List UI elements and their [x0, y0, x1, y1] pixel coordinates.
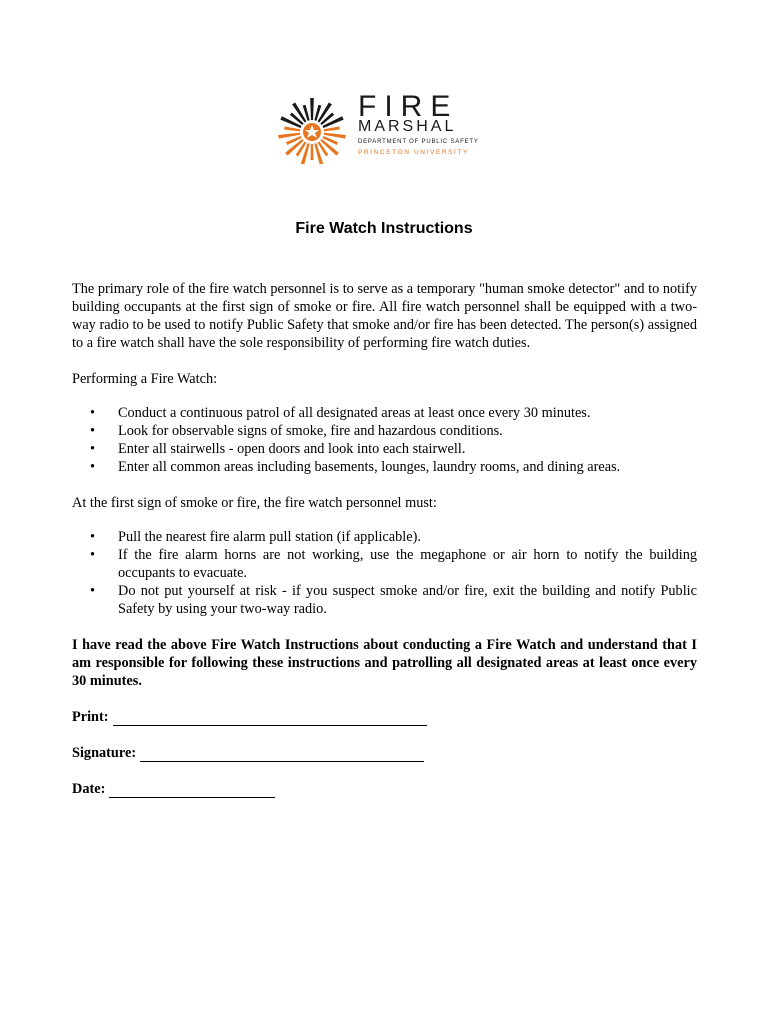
signature-field	[72, 744, 697, 762]
list-item: • If the fire alarm horns are not working, use the megaphone or air horn to notify the building occupants to evacuate.	[90, 547, 697, 581]
acknowledgement-statement: I have read the above Fire Watch Instructions about conducting a Fire Watch and understand that I am responsible for following these instructions and patrolling all designated areas at least once every 30 minutes.	[72, 637, 697, 689]
first-sign-list	[72, 528, 697, 618]
first-sign-label: At the first sign of smoke or fire, the fire watch personnel must:	[72, 495, 437, 511]
list-item: • Do not put yourself at risk - if you suspect smoke and/or fire, exit the building and notify Public Safety by using your two-way radio.	[90, 583, 697, 617]
print-field	[72, 708, 697, 726]
logo-ray	[322, 116, 343, 128]
list-item: • Look for observable signs of smoke, fire and hazardous conditions.	[90, 423, 503, 439]
logo-fire-text: FIRE	[358, 90, 459, 123]
sunburst-emblem-icon	[272, 92, 356, 164]
logo-ray	[284, 127, 300, 132]
date-label: Date:	[72, 781, 106, 797]
signature-line[interactable]	[140, 747, 424, 762]
bullet-icon: •	[90, 405, 96, 421]
bullet-icon: •	[90, 459, 96, 475]
logo-university-text: PRINCETON UNIVERSITY	[358, 149, 469, 156]
performing-label: Performing a Fire Watch:	[72, 371, 218, 387]
signature-label: Signature:	[72, 745, 137, 761]
logo-ray	[280, 116, 301, 128]
logo-marshal-text: MARSHAL	[358, 118, 457, 135]
bullet-icon: •	[90, 441, 96, 457]
logo-ray	[310, 98, 314, 120]
list-item: • Pull the nearest fire alarm pull station (if applicable).	[90, 529, 421, 545]
list-item: • Enter all stairwells - open doors and look into each stairwell.	[90, 441, 466, 457]
performing-list	[72, 404, 697, 476]
date-field	[72, 780, 697, 798]
print-label: Print:	[72, 709, 109, 725]
intro-paragraph: The primary role of the fire watch personnel is to serve as a temporary "human smoke detector" and to notify building occupants at the first sign of smoke or fire. All fire watch personnel shall be equipped with a two-way radio to be used to notify Public Safety that smoke and/or fire has been detected. The person(s) assigned to a fire watch shall have the sole responsibility of performing fire watch duties.	[72, 281, 697, 351]
logo-department-text: DEPARTMENT OF PUBLIC SAFETY	[358, 139, 479, 145]
bullet-icon: •	[90, 529, 96, 545]
document-body	[72, 280, 697, 798]
logo-ray	[310, 144, 313, 160]
logo-ray	[324, 127, 340, 132]
fire-marshal-logo	[272, 92, 492, 164]
date-line[interactable]	[109, 783, 275, 798]
bullet-icon: •	[90, 583, 96, 599]
document-title: Fire Watch Instructions	[295, 220, 473, 237]
print-line[interactable]	[113, 711, 427, 726]
list-item: • Enter all common areas including basements, lounges, laundry rooms, and dining areas.	[90, 459, 621, 475]
list-item: • Conduct a continuous patrol of all designated areas at least once every 30 minutes.	[90, 405, 591, 421]
bullet-icon: •	[90, 423, 96, 439]
bullet-icon: •	[90, 547, 96, 563]
